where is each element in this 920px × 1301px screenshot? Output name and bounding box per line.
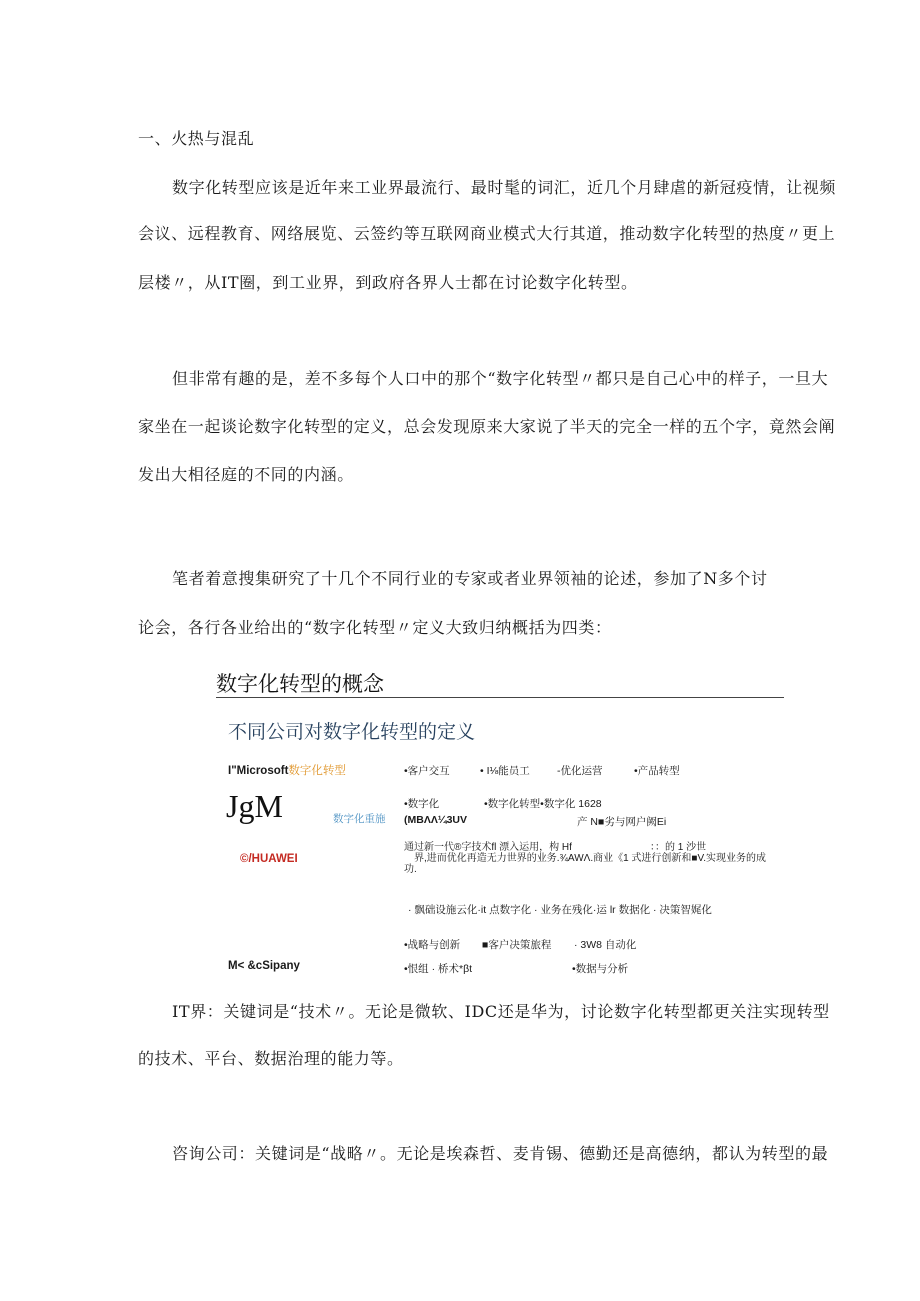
idc-item: 产 N■劣与网户阙Ei	[577, 816, 667, 828]
paragraph-1-line-2: 会议、远程教育、网络展览、云签约等互联网商业模式大行其道，推动数字化转型的热度〃更上	[138, 224, 836, 243]
microsoft-item: -优化运营	[557, 765, 603, 777]
idc-label: 数字化重施	[333, 813, 386, 825]
paragraph-4-line-1: IT界：关键词是“技术〃。无论是微软、IDC还是华为，讨论数字化转型都更关注实现转型	[172, 1002, 830, 1021]
huawei-definition-line-3: 功.	[404, 864, 417, 875]
microsoft-item: •客户交互	[404, 765, 450, 777]
huawei-definition-line-2: 界,进而优化再造无力世界的业务.¾AWΛ.商业《1 式进行创新和■V.实现业务的成	[414, 853, 767, 864]
paragraph-3-line-1: 笔者着意搜集研究了十几个不同行业的专家或者业界领袖的论述，参加了N多个讨	[172, 569, 768, 588]
idc-logo: JgM	[226, 788, 283, 824]
paragraph-4-line-2: 的技术、平台、数据治理的能力等。	[138, 1049, 404, 1068]
mckinsey-item: ■客户决策旅程	[482, 939, 552, 951]
section-heading: 一、火热与混乱	[138, 129, 255, 148]
mckinsey-item: · 3W8 自动化	[574, 939, 637, 951]
microsoft-item: • I⅛能员工	[480, 765, 530, 777]
microsoft-item: •产品转型	[634, 765, 680, 777]
paragraph-1-line-1: 数字化转型应该是近年来工业界最流行、最时髦的词汇，近几个月肆虐的新冠疫情，让视频	[172, 178, 837, 197]
huawei-definition-line-1b: ：：的 1 沙世	[650, 842, 707, 853]
paragraph-2-line-3: 发出大相径庭的不同的内涵。	[138, 465, 354, 484]
figure-subtitle: 不同公司对数字化转型的定义	[228, 721, 476, 743]
idc-item: •数字化转型•数字化 1628	[484, 798, 602, 810]
paragraph-3-line-2: 论会，各行各业给出的“数字化转型〃定义大致归纳概括为四类：	[138, 618, 612, 637]
mckinsey-item: •战略与创新	[404, 939, 461, 951]
mckinsey-item: •数据与分析	[572, 963, 629, 975]
idc-item: •数字化	[404, 798, 440, 810]
figure-divider	[216, 697, 784, 698]
microsoft-name: I"Microsoft	[228, 765, 289, 777]
mckinsey-item: •恨组 · 桥术*βt	[404, 963, 473, 975]
mckinsey-logo: M< &cSipany	[228, 960, 300, 972]
paragraph-1-line-3: 层楼〃，从IT圈，到工业界，到政府各界人士都在讨论数字化转型。	[138, 273, 638, 292]
huawei-logo: ©/HUAWEI	[240, 853, 298, 865]
huawei-capabilities: · 飘础设施云化·it 点数字化 · 业务在残化·运 lr 数据化 · 决策智娓化	[408, 904, 712, 916]
huawei-definition-line-1: 通过新一代®字技术fl 漂入运用，构 Hf	[404, 842, 572, 853]
figure-title: 数字化转型的概念	[216, 672, 384, 696]
paragraph-2-line-2: 家坐在一起谈论数字化转型的定义，总会发现原来大家说了半天的完全一样的五个字，竟然会阐	[138, 417, 836, 436]
idc-item: (MBΛΛ¼3UV	[404, 814, 468, 826]
paragraph-2-line-1: 但非常有趣的是，差不多每个人口中的那个“数字化转型〃都只是自己心中的样子，一旦大	[172, 369, 829, 388]
paragraph-5-line-1: 咨询公司：关键词是“战略〃。无论是埃森哲、麦肯锡、德勤还是高德纳，都认为转型的最	[172, 1144, 829, 1163]
microsoft-label: 数字化转型	[288, 765, 346, 777]
microsoft-logo	[228, 762, 346, 778]
